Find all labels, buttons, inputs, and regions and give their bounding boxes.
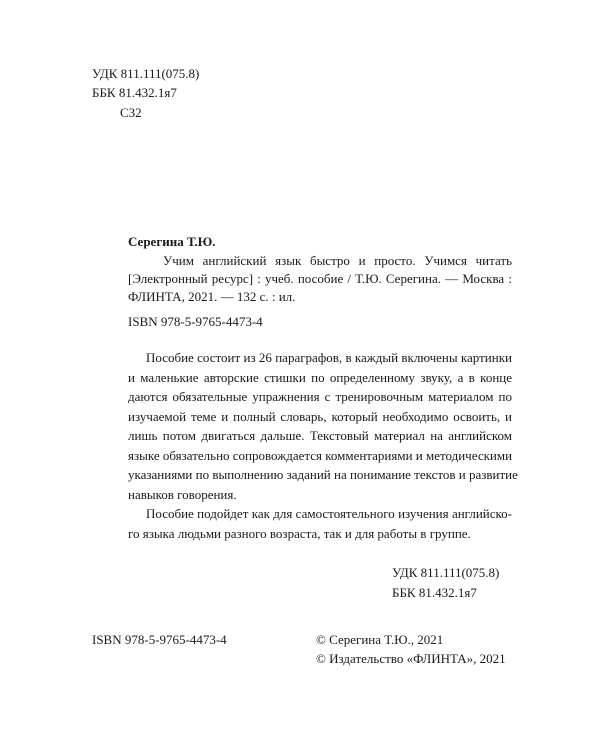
author-name: Серегина Т.Ю. (128, 234, 216, 249)
annotation-line: лишь потом двигаться дальше. Текстовый материал на английском (128, 428, 512, 443)
author-mark: С32 (120, 105, 142, 120)
annotation (128, 348, 518, 543)
isbn-record: ISBN 978-5-9765-4473-4 (128, 314, 263, 329)
annotation-line: Пособие подойдет как для самостоятельного изучения английско- (146, 506, 512, 521)
annotation-line: изучаемой теме и полный словарь, который необходимо освоить, и (128, 408, 512, 424)
udk-code-bottom: УДК 811.111(075.8) (392, 565, 500, 580)
bbk-code-bottom: ББК 81.432.1я7 (392, 585, 477, 600)
annotation-line: даются обязательные упражнения с тренировочным материалом по (128, 389, 512, 404)
bib-line: Учим английский язык быстро и просто. Учимся читать (163, 253, 512, 268)
bib-line: ФЛИНТА, 2021. — 132 с. : ил. (128, 289, 296, 304)
annotation-line: языке обязательно сопровождается комментариями и методическими (128, 447, 513, 463)
bibliographic-record (128, 252, 512, 306)
bbk-code-top: ББК 81.432.1я7 (92, 85, 177, 100)
annotation-line: Пособие состоит из 26 параграфов, в каждый включены картинки (146, 350, 512, 365)
copyright-author: © Серегина Т.Ю., 2021 (316, 632, 444, 647)
annotation-line: указаниями по выполнению заданий на понимание текстов и развитие (128, 467, 518, 482)
annotation-line: навыков говорения. (128, 486, 237, 502)
isbn-footer: ISBN 978-5-9765-4473-4 (92, 632, 227, 647)
udk-code-top: УДК 811.111(075.8) (92, 66, 200, 81)
bib-line: [Электронный ресурс] : учеб. пособие / Т.Ю. Серегина. — Москва : (128, 271, 512, 286)
copyright-publisher: © Издательство «ФЛИНТА», 2021 (316, 651, 506, 666)
annotation-line: го языка людьми разного возраста, так и для работы в группе. (128, 525, 471, 541)
annotation-line: и маленькие авторские стишки по определенному звуку, а в конце (128, 369, 512, 385)
